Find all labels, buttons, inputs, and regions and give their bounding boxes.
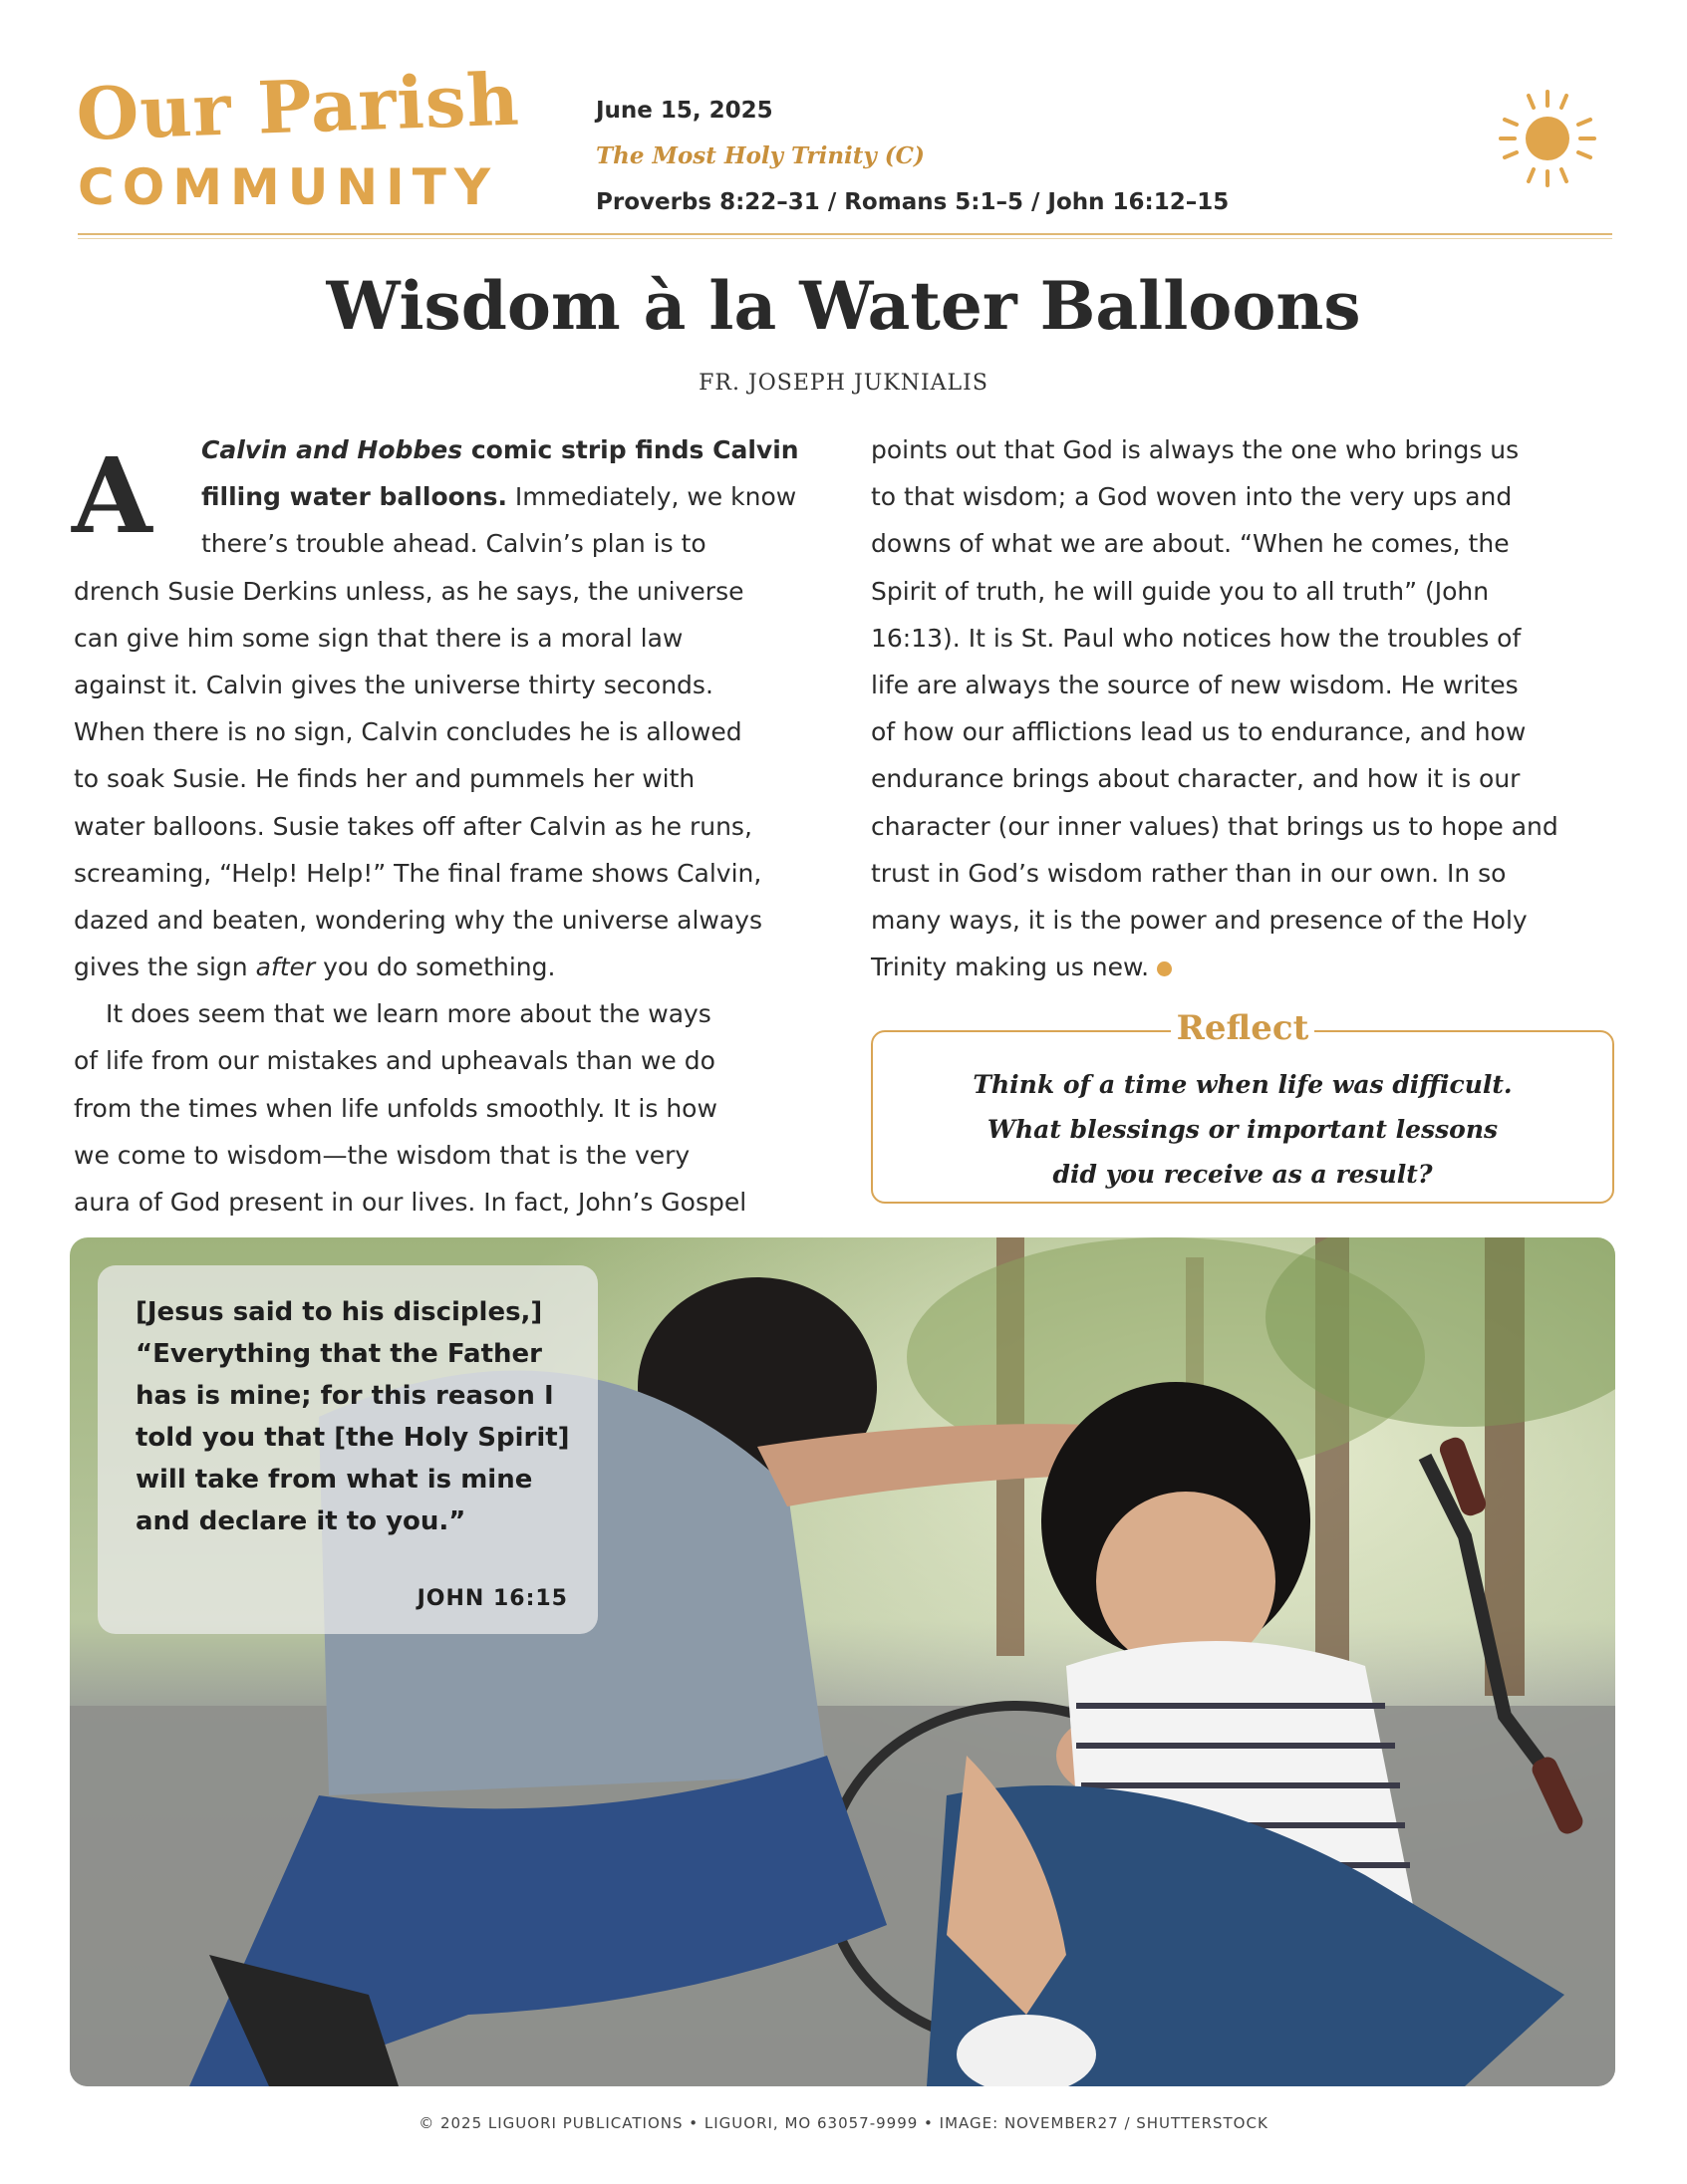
quote-line: [Jesus said to his disciples,] (136, 1297, 543, 1327)
scripture-quote-card (98, 1265, 598, 1634)
text-line: trust in God’s wisdom rather than in our own. In so (871, 858, 1507, 888)
text-line: Trinity making us new. (871, 944, 1608, 990)
sun-icon (1493, 84, 1602, 193)
footer-credit: © 2025 LIGUORI PUBLICATIONS • LIGUORI, MO 63057-9999 • IMAGE: NOVEMBER27 / SHUTTERSTOCK (419, 2114, 1268, 2132)
masthead-divider-thin (78, 238, 1612, 239)
text-line: points out that God is always the one who brings us (871, 435, 1520, 464)
text-line: It does seem that we learn more about the ways (106, 999, 711, 1029)
text-line: there’s trouble ahead. Calvin’s plan is to (201, 529, 706, 559)
text-line: dazed and beaten, wondering why the universe always (74, 905, 763, 935)
text-line: character (our inner values) that brings us to hope and (871, 811, 1558, 841)
text-line: drench Susie Derkins unless, as he says, the universe (74, 576, 744, 606)
brand-logo (75, 56, 556, 217)
text-line: filling water balloons. Immediately, we know (201, 482, 797, 512)
text-line: life are always the source of new wisdom. He writes (871, 670, 1519, 699)
text-line: against it. Calvin gives the universe thirty seconds. (74, 670, 713, 699)
article-column-1 (74, 426, 829, 1226)
quote-line: and declare it to you.” (136, 1506, 466, 1536)
quote-line: will take from what is mine (136, 1465, 533, 1495)
quote-reference: JOHN 16:15 (417, 1586, 568, 1611)
text-line: from the times when life unfolds smoothly. It is how (74, 1093, 717, 1123)
text-line: of life from our mistakes and upheavals than we do (74, 1046, 715, 1076)
reflect-line: Think of a time when life was difficult. (973, 1070, 1513, 1099)
text-line: many ways, it is the power and presence of the Holy (871, 905, 1528, 935)
brand-title: Our Parish (75, 56, 521, 156)
text-line: aura of God present in our lives. In fact, John’s Gospel (74, 1188, 747, 1217)
text-line: 16:13). It is St. Paul who notices how the troubles of (871, 623, 1522, 653)
text-line: of how our afflictions lead us to endurance, and how (871, 717, 1527, 747)
text-line: to that wisdom; a God woven into the very ups and (871, 482, 1513, 512)
text-line: Calvin and Hobbes comic strip finds Calvin (201, 435, 799, 464)
end-mark-icon (1157, 961, 1172, 976)
text-line: endurance brings about character, and how it is our (871, 764, 1521, 794)
text-line: screaming, “Help! Help!” The final frame shows Calvin, (74, 858, 762, 888)
text-line: to soak Susie. He finds her and pummels her with (74, 764, 696, 794)
text-line: water balloons. Susie takes off after Calvin as he runs, (74, 811, 752, 841)
article-column-2 (871, 426, 1608, 990)
masthead (75, 56, 1612, 233)
reflect-box (871, 1008, 1614, 1204)
scripture-quote (136, 1291, 568, 1542)
quote-line: told you that [the Holy Spirit] (136, 1423, 570, 1453)
text-line: can give him some sign that there is a moral law (74, 623, 684, 653)
text-line: downs of what we are about. “When he comes, the (871, 529, 1510, 559)
article-byline: FR. JOSEPH JUKNIALIS (699, 371, 988, 396)
text-line: gives the sign after you do something. (74, 953, 556, 982)
article-title: Wisdom à la Water Balloons (326, 267, 1361, 345)
text-line: we come to wisdom—the wisdom that is the very (74, 1140, 691, 1170)
quote-line: “Everything that the Father (136, 1339, 542, 1369)
quote-line: has is mine; for this reason I (136, 1381, 554, 1411)
issue-info (596, 88, 1229, 225)
reflect-heading: Reflect (873, 1008, 1612, 1048)
scripture-readings: Proverbs 8:22–31 / Romans 5:1–5 / John 16:12–15 (596, 189, 1230, 215)
reflect-line: What blessings or important lessons (986, 1115, 1499, 1144)
masthead-divider (78, 233, 1612, 235)
feast-name: The Most Holy Trinity (C) (596, 142, 925, 169)
reflect-line: did you receive as a result? (1052, 1160, 1433, 1189)
text-line: When there is no sign, Calvin concludes he is allowed (74, 717, 742, 747)
article-photo (70, 1237, 1615, 2086)
drop-cap: A (72, 434, 152, 557)
brand-subtitle: COMMUNITY (78, 158, 499, 216)
issue-date: June 15, 2025 (596, 98, 773, 124)
text-line: Spirit of truth, he will guide you to all truth” (John (871, 576, 1490, 606)
reflect-prompt (873, 1062, 1612, 1197)
